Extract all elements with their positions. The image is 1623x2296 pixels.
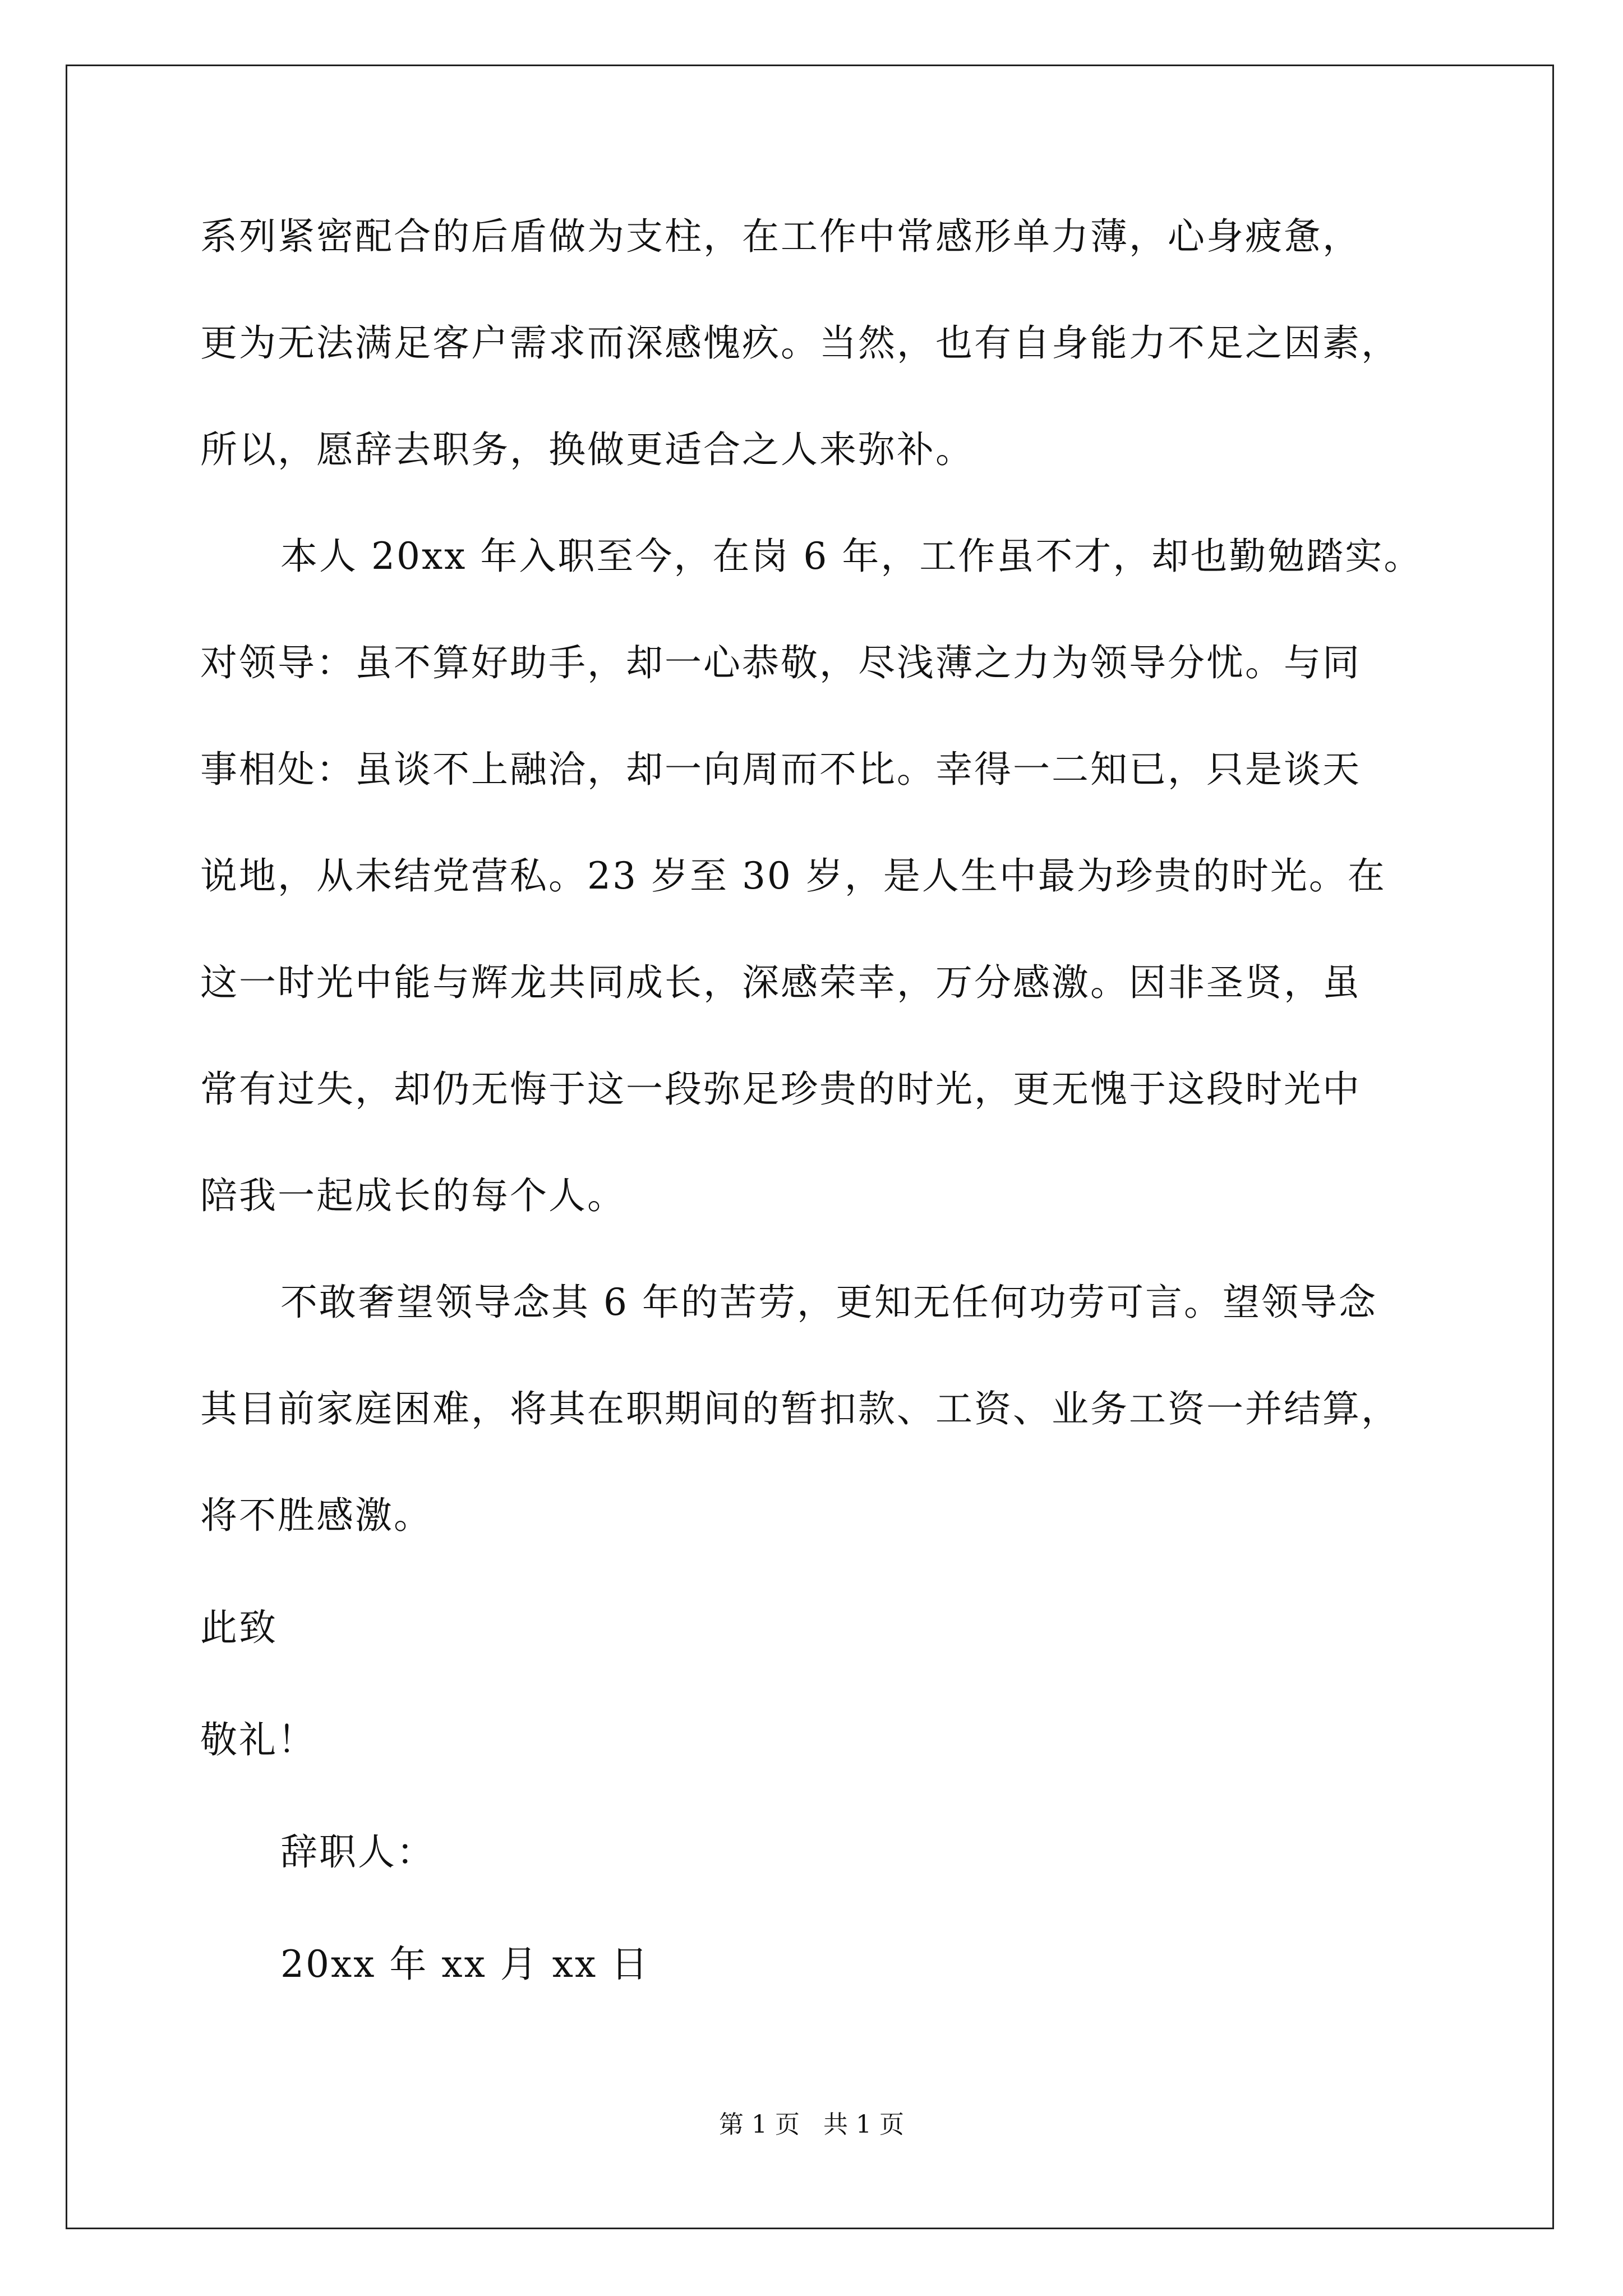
- body-line-2: 更为无法满足客户需求而深感愧疚。当然，也有自身能力不足之因素，: [200, 321, 1400, 365]
- date-line: 20xx 年 xx 月 xx 日: [280, 1943, 650, 1986]
- body-line-10: 陪我一起成长的每个人。: [200, 1174, 626, 1217]
- closing-salutation: 此致: [200, 1606, 278, 1649]
- page-number-footer: 第 1 页 共 1 页: [719, 2110, 904, 2139]
- body-line-5: 对领导：虽不算好助手，却一心恭敬，尽浅薄之力为领导分忧。与同: [200, 641, 1361, 684]
- body-line-12: 其目前家庭困难，将其在职期间的暂扣款、工资、业务工资一并结算，: [200, 1387, 1400, 1430]
- signature-label: 辞职人：: [280, 1830, 435, 1874]
- body-line-6: 事相处：虽谈不上融洽，却一向周而不比。幸得一二知已，只是谈天: [200, 748, 1361, 791]
- body-line-13: 将不胜感激。: [200, 1494, 432, 1537]
- closing-regards: 敬礼！: [200, 1718, 316, 1761]
- body-line-9: 常有过失，却仍无悔于这一段弥足珍贵的时光，更无愧于这段时光中: [200, 1068, 1361, 1111]
- body-line-3: 所以，愿辞去职务，换做更适合之人来弥补。: [200, 428, 974, 471]
- body-line-11: 不敢奢望领导念其 6 年的苦劳，更知无任何功劳可言。望领导念: [280, 1281, 1377, 1324]
- body-line-4: 本人 20xx 年入职至今，在岗 6 年，工作虽不才，却也勤勉踏实。: [280, 535, 1423, 578]
- body-line-8: 这一时光中能与辉龙共同成长，深感荣幸，万分感激。因非圣贤，虽: [200, 961, 1361, 1004]
- page-border: [66, 65, 1554, 2229]
- body-line-7: 说地，从未结党营私。23 岁至 30 岁，是人生中最为珍贵的时光。在: [200, 854, 1386, 898]
- body-line-1: 系列紧密配合的后盾做为支柱，在工作中常感形单力薄，心身疲惫，: [200, 215, 1361, 258]
